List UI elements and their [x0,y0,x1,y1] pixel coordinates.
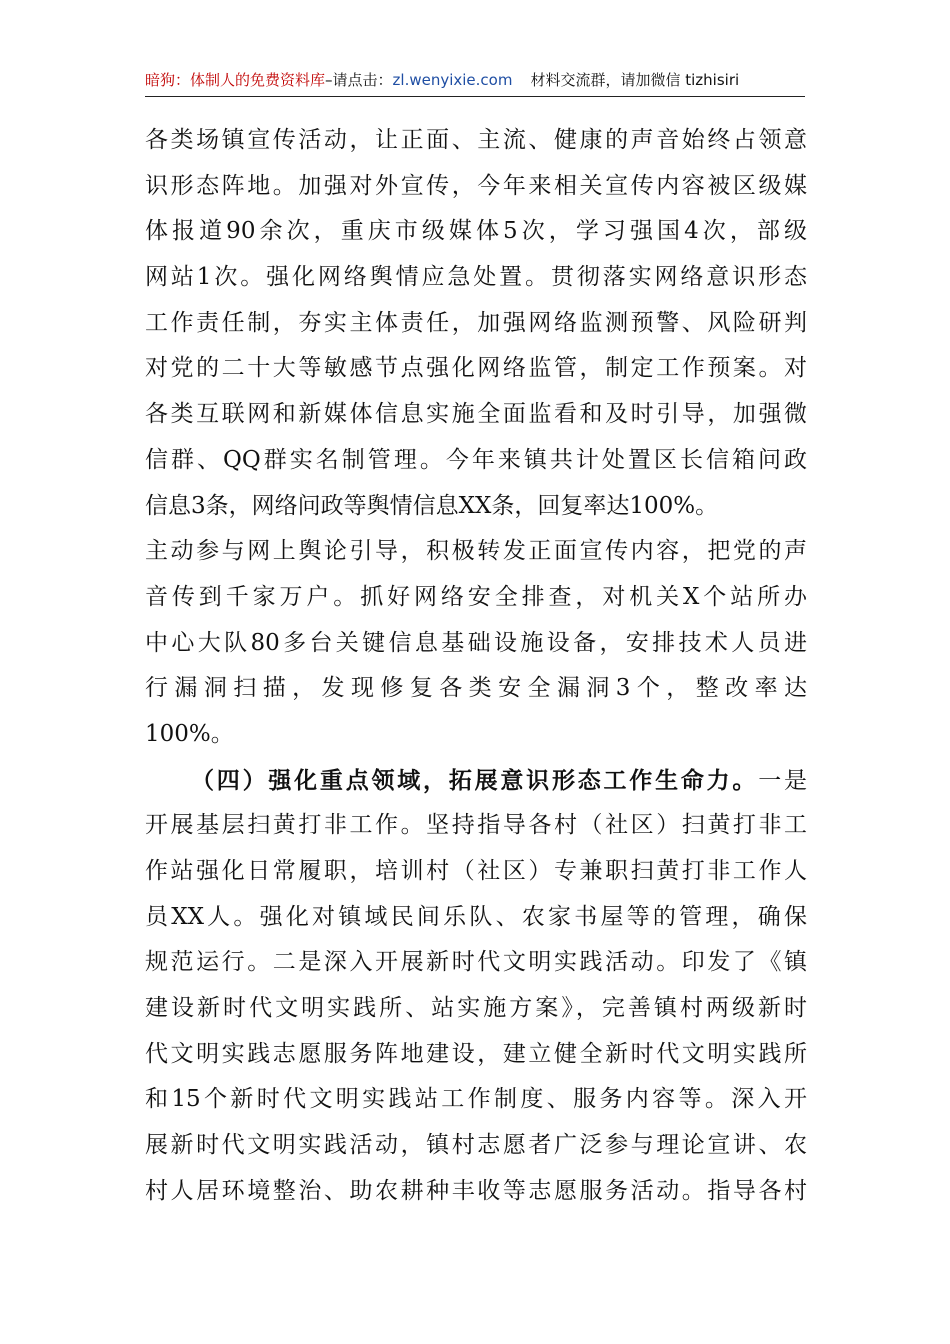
header-brand: 暗狗：体制人的免费资料库 [145,71,326,89]
paragraph-key-areas [145,758,807,1215]
text-line: 中心大队80多台关键信息基础设施设备，安排技术人员进 [145,629,807,656]
paragraph-network-publicity [145,118,807,758]
text-line: 规范运行。二是深入开展新时代文明实践活动。印发了《镇 [145,949,807,976]
text-line: 识形态阵地。加强对外宣传，今年来相关宣传内容被区级媒 [145,172,807,199]
text-line: 代文明实践志愿服务阵地建设，建立健全新时代文明实践所 [145,1040,807,1067]
header-url-link[interactable]: zl.wenyixie.com [392,71,513,89]
document-body [145,118,807,1215]
text-line: 体报道90余次，重庆市级媒体5次，学习强国4次，部级 [145,218,807,245]
paragraph-first-line [145,758,807,804]
text-line: 工作责任制，夯实主体责任，加强网络监测预警、风险研判 [145,309,807,336]
text-line: 员XX人。强化对镇域民间乐队、农家书屋等的管理，确保 [145,903,807,930]
text-line: 信群、QQ群实名制管理。今年来镇共计处置区长信箱问政 [145,446,807,473]
text-line: 展新时代文明实践活动，镇村志愿者广泛参与理论宣讲、农 [145,1132,807,1159]
text-line: 对党的二十大等敏感节点强化网络监管，制定工作预案。对 [145,355,807,382]
page-header [145,66,805,97]
header-wechat-note: 材料交流群，请加微信 tizhisiri [530,71,740,89]
text-line: 建设新时代文明实践所、站实施方案》，完善镇村两级新时 [145,995,807,1022]
section-heading: （四）强化重点领域，拓展意识形态工作生命力。 [191,766,759,794]
text-line: 主动参与网上舆论引导，积极转发正面宣传内容，把党的声 [145,538,807,565]
text-line: 各类场镇宣传活动，让正面、主流、健康的声音始终占领意 [145,127,807,153]
text-line: 开展基层扫黄打非工作。坚持指导各村（社区）扫黄打非工 [145,812,807,839]
text-line: 网站1次。强化网络舆情应急处置。贯彻落实网络意识形态 [145,264,807,291]
text-line: 各类互联网和新媒体信息实施全面监看和及时引导，加强微 [145,401,807,428]
text-line: 和15个新时代文明实践站工作制度、服务内容等。深入开 [145,1086,807,1113]
text-run: 一是 [758,767,807,794]
text-line: 行漏洞扫描，发现修复各类安全漏洞3个，整改率达 [145,675,807,702]
text-line: 音传到千家万户。抓好网络安全排查，对机关X个站所办 [145,583,807,610]
text-line: 作站强化日常履职，培训村（社区）专兼职扫黄打非工作人 [145,858,807,884]
text-line: 村人居环境整治、助农耕种丰收等志愿服务活动。指导各村 [145,1177,807,1204]
text-line: 信息3条，网络问政等舆情信息XX条，回复率达100%。 [145,492,719,519]
text-line: 100%。 [145,720,234,747]
header-prompt: –请点击： [325,71,393,89]
